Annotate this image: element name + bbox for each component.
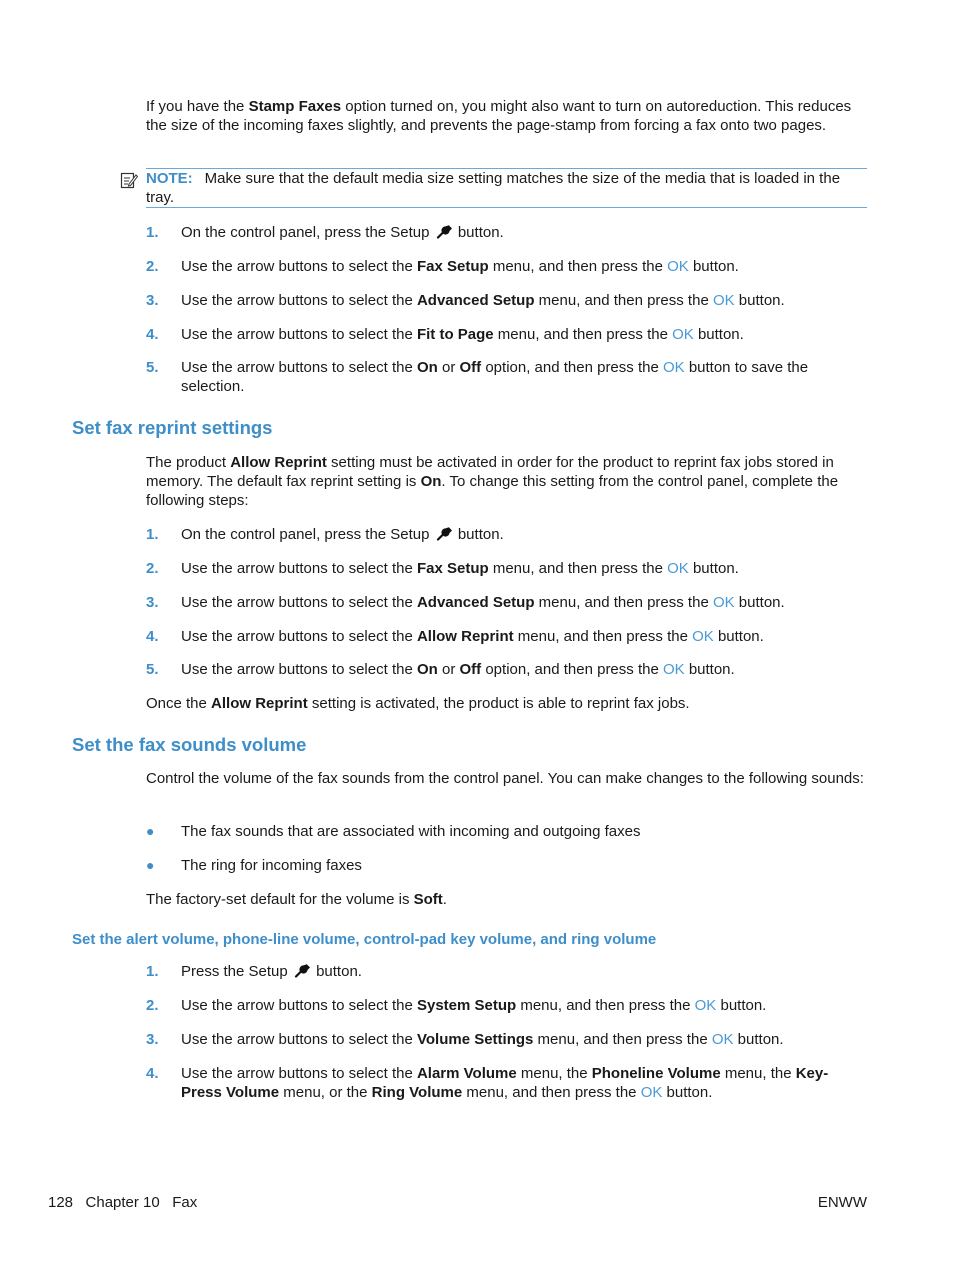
note-block: [146, 169, 868, 207]
step-number: 5.: [146, 359, 159, 376]
list-item: Use the arrow buttons to select the Alarm Volume menu, the Phoneline Volume menu, the Key-Press Volume menu, or the Ring Volume menu, and then press the OK button.: [181, 1065, 829, 1101]
section-heading-reprint: Set fax reprint settings: [72, 417, 273, 438]
note-bottom-rule: [146, 207, 867, 208]
step-number: 4.: [146, 1065, 159, 1082]
step-number: 5.: [146, 661, 159, 678]
sounds-paragraph: Control the volume of the fax sounds from the control panel. You can make changes to the following sounds:: [146, 770, 864, 787]
list-item: Use the arrow buttons to select the Fax Setup menu, and then press the OK button.: [181, 258, 739, 275]
step-number: 4.: [146, 628, 159, 645]
list-item: Press the Setup button.: [181, 963, 362, 980]
note-icon: [120, 171, 138, 189]
reprint-paragraph: The product Allow Reprint setting must be activated in order for the product to reprint fax jobs stored in memory. The default fax reprint setting is On. To change this setting from the control panel, complete the following steps:: [146, 454, 839, 509]
step-number: 2.: [146, 997, 159, 1014]
bullet-icon: ●: [146, 857, 155, 873]
list-item: Use the arrow buttons to select the Fax Setup menu, and then press the OK button.: [181, 560, 739, 577]
step-number: 3.: [146, 292, 159, 309]
list-item: Use the arrow buttons to select the On or Off option, and then press the OK button.: [181, 661, 735, 678]
list-item: Use the arrow buttons to select the Volume Settings menu, and then press the OK button.: [181, 1031, 784, 1048]
wrench-icon: [436, 527, 452, 541]
list-item: The ring for incoming faxes: [181, 857, 362, 874]
reprint-closing-paragraph: Once the Allow Reprint setting is activated, the product is able to reprint fax jobs.: [146, 695, 690, 712]
step-number: 1.: [146, 526, 159, 543]
volume-default-paragraph: The factory-set default for the volume is Soft.: [146, 891, 447, 908]
list-item: Use the arrow buttons to select the Allow Reprint menu, and then press the OK button.: [181, 628, 764, 645]
step-number: 1.: [146, 963, 159, 980]
footer-enww: ENWW: [817, 1194, 867, 1211]
section-heading-sounds: Set the fax sounds volume: [72, 734, 307, 755]
wrench-icon: [436, 225, 452, 239]
step-number: 4.: [146, 326, 159, 343]
subsection-heading: Set the alert volume, phone-line volume, control-pad key volume, and ring volume: [72, 931, 657, 948]
list-item: Use the arrow buttons to select the Fit to Page menu, and then press the OK button.: [181, 326, 744, 343]
step-number: 1.: [146, 224, 159, 241]
list-item: Use the arrow buttons to select the Advanced Setup menu, and then press the OK button.: [181, 594, 785, 611]
intro-paragraph: If you have the Stamp Faxes option turned on, you might also want to turn on autoreduction. This reduces the size of the incoming faxes slightly, and prevents the page-stamp from forcing a fax onto two pages.: [146, 98, 852, 134]
step-number: 2.: [146, 258, 159, 275]
step-number: 3.: [146, 594, 159, 611]
note-text: Make sure that the default media size setting matches the size of the media that is loaded in the tray.: [146, 170, 841, 206]
bullet-icon: ●: [146, 823, 155, 839]
wrench-icon: [294, 964, 310, 978]
list-item: The fax sounds that are associated with incoming and outgoing faxes: [181, 823, 641, 840]
step-number: 3.: [146, 1031, 159, 1048]
list-item: Use the arrow buttons to select the On or Off option, and then press the OK button to save the selection.: [181, 359, 809, 395]
list-item: Use the arrow buttons to select the Advanced Setup menu, and then press the OK button.: [181, 292, 785, 309]
list-item: On the control panel, press the Setup button.: [181, 526, 504, 543]
footer-page-info: 128 Chapter 10 Fax: [48, 1194, 198, 1211]
list-item: On the control panel, press the Setup button.: [181, 224, 504, 241]
list-item: Use the arrow buttons to select the System Setup menu, and then press the OK button.: [181, 997, 767, 1014]
step-number: 2.: [146, 560, 159, 577]
note-label: NOTE:: [146, 170, 193, 187]
